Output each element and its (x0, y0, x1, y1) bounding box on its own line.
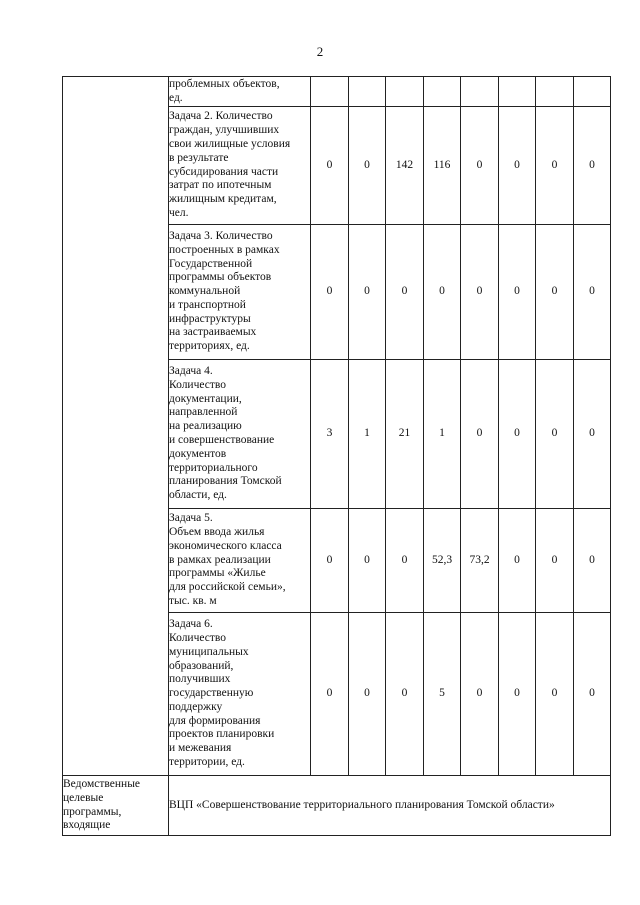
value-cell (424, 77, 461, 107)
value-cell: 0 (349, 613, 386, 776)
task-cell (169, 613, 311, 776)
value-cell: 0 (349, 225, 386, 360)
value-cell: 0 (499, 107, 536, 225)
value-cell: 0 (574, 225, 611, 360)
value-cell: 0 (424, 225, 461, 360)
task-text-line: планирования Томской (169, 475, 282, 488)
value-cell: 116 (424, 107, 461, 225)
task-text-line: коммунальной (169, 285, 241, 298)
value-cell: 0 (574, 613, 611, 776)
value-cell (349, 77, 386, 107)
value-cell: 3 (311, 360, 349, 509)
task-text-line: Государственной (169, 257, 253, 270)
value-cell: 0 (461, 613, 499, 776)
value-cell: 1 (424, 360, 461, 509)
task-text-line: Задача 4. (169, 365, 213, 378)
task-cell (169, 509, 311, 613)
value-cell: 0 (536, 509, 574, 613)
value-cell: 0 (536, 107, 574, 225)
task-text-line: экономического класса (169, 539, 282, 552)
table-row (63, 77, 611, 107)
value-cell: 5 (424, 613, 461, 776)
task-text-line: Задача 2. Количество (169, 110, 273, 123)
value-cell: 0 (386, 613, 424, 776)
value-cell: 52,3 (424, 509, 461, 613)
value-cell: 0 (311, 225, 349, 360)
table-row (63, 776, 611, 836)
value-cell: 0 (536, 360, 574, 509)
value-cell (499, 77, 536, 107)
task-text-line: построенных в рамках (169, 243, 280, 256)
section-label-cell (63, 776, 169, 836)
value-cell: 0 (499, 360, 536, 509)
value-cell (536, 77, 574, 107)
value-cell: 0 (311, 509, 349, 613)
program-name-cell: ВЦП «Совершенствование территориального планирования Томской области» (169, 776, 611, 836)
value-cell: 0 (574, 509, 611, 613)
value-cell: 0 (499, 613, 536, 776)
task-text-line: направленной (169, 406, 238, 419)
value-cell (461, 77, 499, 107)
value-cell: 0 (386, 225, 424, 360)
value-cell: 142 (386, 107, 424, 225)
value-cell: 21 (386, 360, 424, 509)
task-text-line: Количество (169, 631, 226, 644)
task-text-line: Задача 5. (169, 512, 213, 525)
value-cell: 0 (311, 613, 349, 776)
value-cell: 0 (499, 225, 536, 360)
task-text-line: Объем ввода жилья (169, 526, 265, 538)
task-text-line: Задача 3. Количество (169, 229, 273, 242)
task-text-line: проектов планировки (169, 728, 275, 741)
task-text-line: на реализацию (169, 420, 242, 433)
task-text-line: документации, (169, 392, 242, 405)
value-cell (574, 77, 611, 107)
task-text-line: свои жилищные условия (169, 137, 291, 150)
value-cell: 73,2 (461, 509, 499, 613)
value-cell: 1 (349, 360, 386, 509)
task-text-line: территориального (169, 461, 258, 474)
task-text-line: и совершенствование (169, 434, 275, 446)
section-label-cell (63, 77, 169, 776)
task-text-line: в результате (169, 151, 229, 164)
task-text-line: территории, ед. (169, 756, 245, 769)
value-cell (386, 77, 424, 107)
task-text-line: документов (169, 447, 227, 460)
value-cell: 0 (536, 613, 574, 776)
task-text-line: затрат по ипотечным (169, 179, 272, 192)
task-text-line: территориях, ед. (169, 340, 250, 353)
value-cell: 0 (386, 509, 424, 613)
value-cell: 0 (499, 509, 536, 613)
task-text-line: для российской семьи», (169, 581, 286, 594)
task-cell (169, 225, 311, 360)
task-text-line: и транспортной (169, 298, 246, 311)
value-cell: 0 (574, 107, 611, 225)
section-label-line: программы, (63, 805, 122, 818)
section-label-line: целевые (63, 791, 104, 804)
task-text-line: области, ед. (169, 489, 227, 502)
task-text-line: инфраструктуры (169, 312, 251, 325)
task-cell (169, 107, 311, 225)
task-cell (169, 77, 311, 107)
indicators-table (62, 76, 611, 836)
task-cell (169, 360, 311, 509)
task-text-line: образований, (169, 659, 234, 672)
task-text-line: и межевания (169, 742, 232, 755)
task-text-line: Задача 6. (169, 618, 213, 631)
task-text-line: для формирования (169, 714, 261, 727)
value-cell: 0 (311, 107, 349, 225)
page-number: 2 (316, 44, 324, 59)
section-label-line: входящие (63, 819, 111, 832)
value-cell (311, 77, 349, 107)
task-text-line: ед. (169, 91, 183, 104)
task-text-line: граждан, улучшивших (169, 124, 280, 137)
task-text-line: получивших (169, 673, 231, 686)
value-cell: 0 (574, 360, 611, 509)
value-cell: 0 (461, 360, 499, 509)
value-cell: 0 (536, 225, 574, 360)
value-cell: 0 (461, 225, 499, 360)
task-text-line: государственную (169, 687, 254, 700)
task-text-line: в рамках реализации (169, 553, 271, 566)
task-text-line: программы «Жилье (169, 567, 266, 580)
section-label-line: Ведомственные (63, 777, 141, 790)
task-text-line: муниципальных (169, 645, 249, 658)
task-text-line: чел. (169, 206, 189, 219)
task-text-line: тыс. кв. м (169, 594, 217, 607)
value-cell: 0 (461, 107, 499, 225)
task-text-line: субсидирования части (169, 165, 279, 178)
task-text-line: программы объектов (169, 271, 272, 284)
task-text-line: Количество (169, 378, 226, 391)
value-cell: 0 (349, 107, 386, 225)
task-text-line: проблемных объектов, (169, 77, 280, 90)
task-text-line: на застраиваемых (169, 326, 257, 339)
value-cell: 0 (349, 509, 386, 613)
task-text-line: поддержку (169, 700, 223, 713)
task-text-line: жилищным кредитам, (169, 193, 277, 206)
